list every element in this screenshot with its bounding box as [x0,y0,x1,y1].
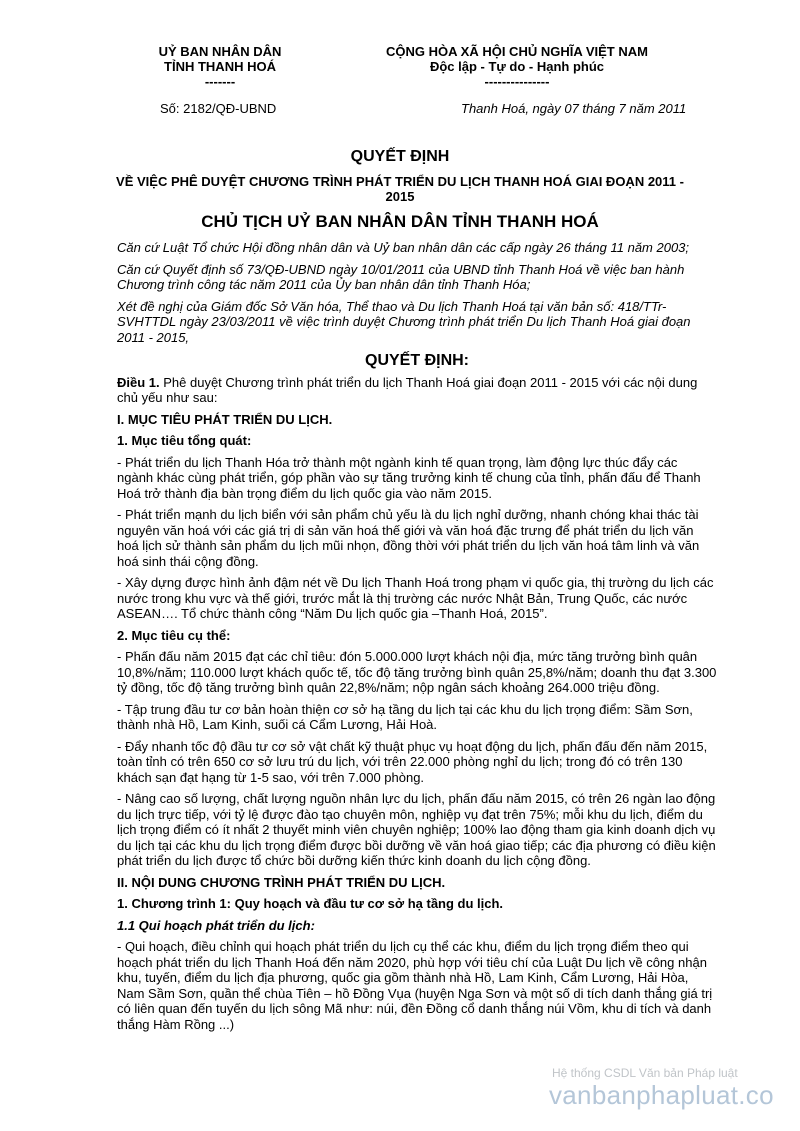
authority-divider: ------- [204,74,236,89]
section-1-1-paragraph-1: - Phát triển du lịch Thanh Hóa trở thành một ngành kinh tế quan trọng, làm động lực thúc đẩy các ngành khác cùng phát triển, góp phần vào sự tăng trưởng kinh tế chung của tỉnh, phấn đấu để Thanh Hoá trở thành địa bàn trọng điểm du lịch quốc gia vào năm 2015. [117,454,701,501]
section-2-1-heading: 1. Chương trình 1: Quy hoạch và đầu tư cơ sở hạ tầng du lịch. [117,896,504,911]
document-number: Số: 2182/QĐ-UBND [160,101,277,116]
section-1-2-paragraph-2: - Tập trung đầu tư cơ bản hoàn thiện cơ sở hạ tầng du lịch tại các khu du lịch trọng điểm: Sầm Sơn, thành nhà Hồ, Lam Kinh, suối cá Cẩm Lương, Hải Hoà. [117,701,693,732]
section-1-2-paragraph-4: - Nâng cao số lượng, chất lượng nguồn nhân lực du lịch, phấn đấu năm 2015, có trên 26 ngàn lao động du lịch trực tiếp, với tỷ lệ được đào tạo chuyên môn, nghiệp vụ đạt trên 75%; mỗi khu du lịch, điểm du lịch trọng điểm có ít nhất 2 thuyết minh viên chuyên nghiệp; 100% lao động tham gia kinh doanh dịch vụ du lịch tại các khu du lịch trọng điểm được bồi dưỡng về văn hoá giao tiếp; các địa phương có điều kiện phát triển du lịch được tổ chức bồi dưỡng kiến thức kinh doanh du lịch cộng đồng. [117,791,716,868]
section-1-1-heading: 1. Mục tiêu tổng quát: [117,433,252,448]
section-2-1-1-heading: 1.1 Qui hoạch phát triển du lịch: [117,917,315,933]
place-and-date: Thanh Hoá, ngày 07 tháng 7 năm 2011 [461,101,687,116]
article-1-text: Phê duyệt Chương trình phát triển du lịch Thanh Hoá giai đoạn 2011 - 2015 với các nội dung chủ yếu như sau: [117,374,698,405]
document-subject [0,174,800,204]
legal-basis-2: Căn cứ Quyết định số 73/QĐ-UBND ngày 10/01/2011 của UBND tỉnh Thanh Hoá về việc ban hành Chương trình công tác năm 2011 của Ủy ban nhân dân tỉnh Thanh Hóa; [117,261,685,292]
motto-divider: --------------- [484,74,550,89]
section-1-2-paragraph-3: - Đẩy nhanh tốc độ đầu tư cơ sở vật chất kỹ thuật phục vụ hoạt động du lịch, phấn đấu đến năm 2015, toàn tỉnh có trên 650 cơ sở lưu trú du lịch, với trên 22.000 phòng nghỉ du lịch; trong đó có trên 130 khách sạn đạt hạng từ 1-5 sao, với trên 7.000 phòng. [117,738,708,785]
section-1-heading: I. MỤC TIÊU PHÁT TRIỂN DU LỊCH. [117,411,333,427]
article-1-label: Điều 1. [117,374,160,390]
watermark-site: vanbanphapluat.co [549,1080,774,1110]
authority-name-line1: UỶ BAN NHÂN DÂN [158,44,282,59]
section-1-1-paragraph-2: - Phát triển mạnh du lịch biển với sản phẩm chủ yếu là du lịch nghỉ dưỡng, nhanh chóng khai thác tài nguyên văn hoá với các giá trị di sản văn hoá thế giới và văn hoá đặc trưng để phát triển du lịch văn hoá lịch sử thành sản phẩm du lịch mũi nhọn, đồng thời với phát triển du lịch văn hoá tâm linh và văn hoá sinh thái cộng đồng. [117,507,700,569]
section-2-heading: II. NỘI DUNG CHƯƠNG TRÌNH PHÁT TRIỂN DU LỊCH. [117,874,446,890]
document-type-heading: QUYẾT ĐỊNH [350,148,450,165]
legal-basis-1: Căn cứ Luật Tổ chức Hội đồng nhân dân và Uỷ ban nhân dân các cấp ngày 26 tháng 11 năm 2003; [117,240,690,255]
authority-name-line2: TỈNH THANH HOÁ [164,59,276,74]
decide-heading: QUYẾT ĐỊNH: [365,352,469,369]
national-motto: Độc lập - Tự do - Hạnh phúc [429,59,605,74]
national-name: CỘNG HÒA XÃ HỘI CHỦ NGHĨA VIỆT NAM [386,44,648,59]
section-1-2-paragraph-1: - Phấn đấu năm 2015 đạt các chỉ tiêu: đón 5.000.000 lượt khách nội địa, mức tăng trưởng bình quân 10,8%/năm; 110.000 lượt khách quốc tế, tốc độ tăng trưởng bình quân 25,8%/năm; doanh thu đạt 3.300 tỷ đồng, tốc độ tăng trưởng bình quân 22,8%/năm; nộp ngân sách khoảng 264.000 triệu đồng. [117,649,717,695]
article-1 [117,375,717,406]
document-body [117,240,717,1038]
issuing-authority-block [140,44,300,89]
national-motto-block [352,44,682,89]
authority-heading: CHỦ TỊCH UỶ BAN NHÂN DÂN TỈNH THANH HOÁ [201,212,599,231]
subject-line-2: 2015 [385,189,415,204]
section-1-2-heading: 2. Mục tiêu cụ thể: [117,627,231,643]
section-2-1-1-paragraph-1: - Qui hoạch, điều chỉnh qui hoạch phát triển du lịch cụ thể các khu, điểm du lịch trọng điểm theo qui hoạch phát triển du lịch Thanh Hoá đến năm 2020, phù hợp với tiêu chí của Luật Du lịch về công nhận khu, tuyến, điểm du lịch địa phương, quốc gia gồm thành nhà Hồ, Lam Kinh, Cẩm Lương, Hải Hòa, Nam Sầm Sơn, quần thể chùa Tiên – hồ Đồng Vụa (huyện Nga Sơn và một số di tích danh thắng giá trị có liên quan đến tuyến du lịch sông Mã như: núi, đền Đồng cổ danh thắng núi Vồm, khu di tích và danh thắng Hàm Rồng ...) [117,939,713,1032]
section-1-1-paragraph-3: - Xây dựng được hình ảnh đậm nét về Du lịch Thanh Hoá trong phạm vi quốc gia, thị trường du lịch các nước trong khu vực và thế giới, trước mắt là thị trường các nước Nhật Bản, Trung Quốc, các nước ASEAN…. Tổ chức thành công “Năm Du lịch quốc gia –Thanh Hoá, 2015”. [117,575,714,621]
watermark-caption: Hệ thống CSDL Văn bản Pháp luật [552,1066,738,1080]
subject-line-1: VỀ VIỆC PHÊ DUYỆT CHƯƠNG TRÌNH PHÁT TRIỂN DU LỊCH THANH HOÁ GIAI ĐOẠN 2011 - [116,174,684,189]
legal-basis-3: Xét đề nghị của Giám đốc Sở Văn hóa, Thể thao và Du lịch Thanh Hoá tại văn bản số: 418/TTr-SVHTTDL ngày 23/03/2011 về việc trình duyệt Chương trình phát triển Du lịch Thanh Hoá giai đoạn 2011 - 2015, [117,298,691,345]
